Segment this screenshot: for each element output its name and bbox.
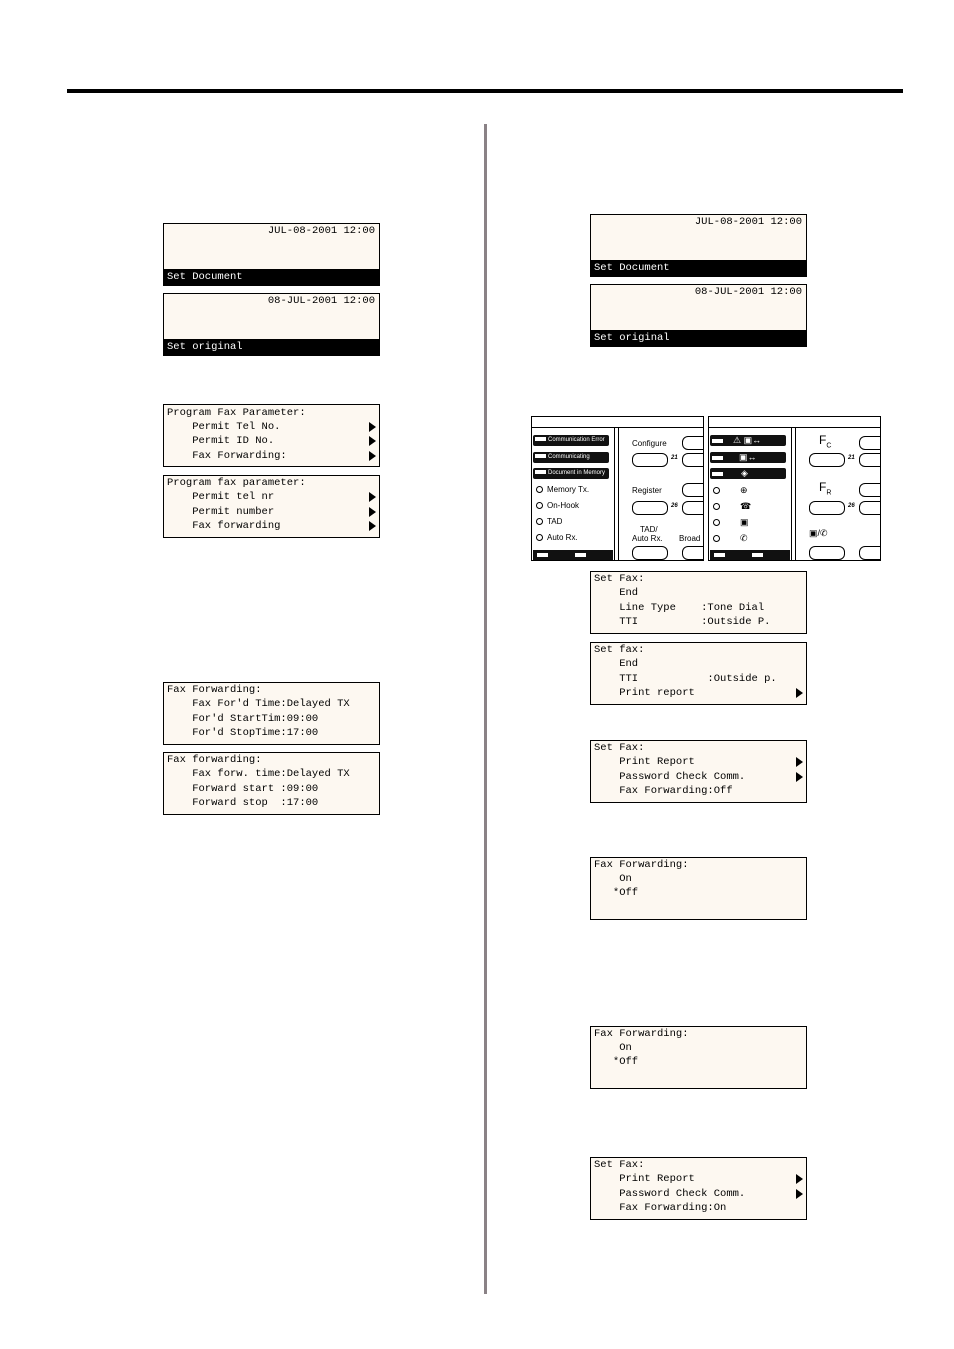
panel-divider bbox=[791, 427, 792, 560]
auto-rx-label: Auto Rx. bbox=[632, 534, 663, 543]
right-arrow-icon bbox=[796, 757, 803, 767]
right-arrow-icon bbox=[796, 772, 803, 782]
lcd-date-screen-int bbox=[590, 284, 807, 347]
one-touch-key[interactable] bbox=[632, 501, 668, 515]
right-arrow-icon bbox=[369, 507, 376, 517]
handset-icon: ✆ bbox=[740, 533, 748, 543]
indicator-memory-tx: Memory Tx. bbox=[536, 485, 589, 494]
key-number: 26 bbox=[848, 503, 855, 509]
right-arrow-icon bbox=[796, 688, 803, 698]
lcd-line: Set Fax: bbox=[594, 573, 645, 585]
indicator-auto-rx: Auto Rx. bbox=[536, 533, 578, 542]
lcd-line: Fax Forwarding: bbox=[167, 450, 287, 462]
lcd-line: Forward stop :17:00 bbox=[167, 797, 319, 809]
configure-key[interactable] bbox=[682, 436, 704, 450]
lcd-date: 08-JUL-2001 12:00 bbox=[267, 295, 375, 307]
right-arrow-icon bbox=[369, 451, 376, 461]
panel-key-row bbox=[533, 550, 613, 560]
broadcast-label: Broad bbox=[679, 534, 701, 543]
lcd-status-bar: Set Document bbox=[164, 269, 379, 285]
register-label: Register bbox=[632, 486, 662, 495]
lcd-status-bar: Set original bbox=[591, 330, 806, 346]
panel-key[interactable] bbox=[859, 546, 881, 560]
memory-transfer-icon: ▣↔ bbox=[739, 452, 757, 462]
lcd-line: Fax Forwarding: bbox=[594, 1028, 689, 1040]
lcd-line: Set Fax: bbox=[594, 742, 645, 754]
tad-label: TAD/ bbox=[640, 525, 658, 534]
right-arrow-icon bbox=[369, 492, 376, 502]
lcd-date-screen-en bbox=[163, 223, 380, 286]
lcd-date-screen-en bbox=[590, 214, 807, 277]
lcd-line: End bbox=[594, 587, 639, 599]
panel-key-row bbox=[710, 550, 790, 560]
right-arrow-icon bbox=[369, 521, 376, 531]
led-send bbox=[710, 468, 786, 479]
register-key[interactable] bbox=[682, 483, 704, 497]
lcd-line: For'd StartTim:09:00 bbox=[167, 713, 319, 725]
lcd-line: Set Fax: bbox=[594, 1159, 645, 1171]
key-number: 21 bbox=[671, 455, 678, 461]
lcd-line: TTI :Outside p. bbox=[594, 673, 777, 685]
one-touch-key[interactable] bbox=[682, 453, 704, 467]
lcd-status-bar: Set Document bbox=[591, 260, 806, 276]
tape-icon: ▣ bbox=[740, 517, 749, 527]
lcd-line: Fax forwarding bbox=[167, 520, 281, 532]
lcd-line: Permit number bbox=[167, 506, 275, 518]
led-transfer bbox=[710, 452, 786, 463]
tad-key[interactable] bbox=[809, 546, 845, 560]
lcd-line: Program fax parameter: bbox=[167, 477, 306, 489]
lcd-line: Print Report bbox=[594, 756, 695, 768]
one-touch-key[interactable] bbox=[809, 453, 845, 467]
lcd-fax-forwarding-select bbox=[590, 1026, 807, 1089]
one-touch-key[interactable] bbox=[632, 453, 668, 467]
lcd-set-fax-menu bbox=[590, 1157, 807, 1220]
led-communication-error: Communication Error bbox=[533, 435, 609, 446]
configure-label: Configure bbox=[632, 439, 667, 448]
one-touch-key[interactable] bbox=[859, 453, 881, 467]
fc-key[interactable] bbox=[859, 436, 881, 450]
right-arrow-icon bbox=[369, 436, 376, 446]
lcd-line: Fax Forwarding: bbox=[167, 684, 262, 696]
one-touch-key[interactable] bbox=[809, 501, 845, 515]
lcd-date: 08-JUL-2001 12:00 bbox=[694, 286, 802, 298]
lcd-date: JUL-08-2001 12:00 bbox=[267, 225, 375, 237]
header-rule bbox=[67, 89, 903, 93]
indicator-tad: TAD bbox=[536, 517, 562, 526]
fr-key[interactable] bbox=[859, 483, 881, 497]
warning-memory-icon: ⚠ ▣↔ bbox=[733, 435, 762, 445]
lcd-line: *Off bbox=[594, 887, 639, 899]
lcd-line: TTI :Outside P. bbox=[594, 616, 771, 628]
right-arrow-icon bbox=[796, 1189, 803, 1199]
led-warning bbox=[710, 435, 786, 446]
lcd-line: Fax Forwarding: bbox=[594, 859, 689, 871]
panel-divider bbox=[795, 427, 796, 560]
lcd-line: Print Report bbox=[594, 1173, 695, 1185]
fr-key-label: $F_R$ bbox=[819, 480, 832, 497]
lcd-line: Fax For'd Time:Delayed TX bbox=[167, 698, 350, 710]
broadcast-key[interactable] bbox=[682, 546, 704, 560]
lcd-line: Permit ID No. bbox=[167, 435, 275, 447]
indicator-on-hook bbox=[713, 501, 751, 512]
indicator-tad bbox=[713, 517, 749, 528]
phone-icon: ☎ bbox=[740, 501, 752, 511]
lcd-line: Forward start :09:00 bbox=[167, 783, 319, 795]
panel-divider bbox=[614, 427, 615, 560]
right-arrow-icon bbox=[369, 422, 376, 432]
one-touch-key[interactable] bbox=[859, 501, 881, 515]
lcd-set-fax-menu bbox=[590, 740, 807, 803]
key-number: 21 bbox=[848, 455, 855, 461]
lcd-line: *Off bbox=[594, 1056, 639, 1068]
lcd-date: JUL-08-2001 12:00 bbox=[694, 216, 802, 228]
column-divider bbox=[484, 124, 487, 1294]
lcd-fax-forwarding-int bbox=[163, 752, 380, 815]
tad-auto-rx-key[interactable] bbox=[632, 546, 668, 560]
indicator-auto-rx bbox=[713, 533, 748, 544]
tad-handset-icon: ▣/✆ bbox=[809, 528, 828, 538]
lcd-program-fax-parameter-int bbox=[163, 475, 380, 538]
lcd-line: On bbox=[594, 1042, 632, 1054]
lcd-line: End bbox=[594, 658, 639, 670]
lcd-line: Fax forwarding: bbox=[167, 754, 262, 766]
lcd-line: Password Check Comm. bbox=[594, 1188, 746, 1200]
lcd-line: Fax Forwarding:Off bbox=[594, 785, 733, 797]
indicator-on-hook: On-Hook bbox=[536, 501, 579, 510]
led-document-in-memory: Document in Memory bbox=[533, 468, 609, 479]
operation-panel-left bbox=[531, 416, 704, 561]
lcd-line: Permit tel nr bbox=[167, 491, 275, 503]
lcd-line: Print report bbox=[594, 687, 695, 699]
lcd-date-screen-int bbox=[163, 293, 380, 356]
lcd-line: Line Type :Tone Dial bbox=[594, 602, 765, 614]
lcd-fax-forwarding-select bbox=[590, 857, 807, 920]
indicator-receive bbox=[713, 485, 748, 496]
lcd-program-fax-parameter-en bbox=[163, 404, 380, 467]
lcd-fax-forwarding-en bbox=[163, 682, 380, 745]
lcd-line: Fax forw. time:Delayed TX bbox=[167, 768, 350, 780]
lcd-set-fax-int bbox=[590, 642, 807, 705]
lcd-line: Program Fax Parameter: bbox=[167, 407, 306, 419]
key-number: 26 bbox=[671, 503, 678, 509]
lcd-line: On bbox=[594, 873, 632, 885]
right-arrow-icon bbox=[796, 1174, 803, 1184]
lcd-set-fax-en bbox=[590, 571, 807, 634]
led-communicating: Communicating bbox=[533, 452, 609, 463]
lcd-line: Password Check Comm. bbox=[594, 771, 746, 783]
receive-icon: ⊕ bbox=[740, 485, 748, 495]
one-touch-key[interactable] bbox=[682, 501, 704, 515]
lcd-status-bar: Set original bbox=[164, 339, 379, 355]
panel-divider bbox=[618, 427, 619, 560]
fc-key-label: $F_C$ bbox=[819, 433, 832, 450]
lcd-line: Permit Tel No. bbox=[167, 421, 281, 433]
lcd-line: Set fax: bbox=[594, 644, 645, 656]
operation-panel-right bbox=[708, 416, 881, 561]
lcd-line: Fax Forwarding:On bbox=[594, 1202, 727, 1214]
lcd-line: For'd StopTime:17:00 bbox=[167, 727, 319, 739]
send-icon: ◈ bbox=[741, 468, 748, 478]
